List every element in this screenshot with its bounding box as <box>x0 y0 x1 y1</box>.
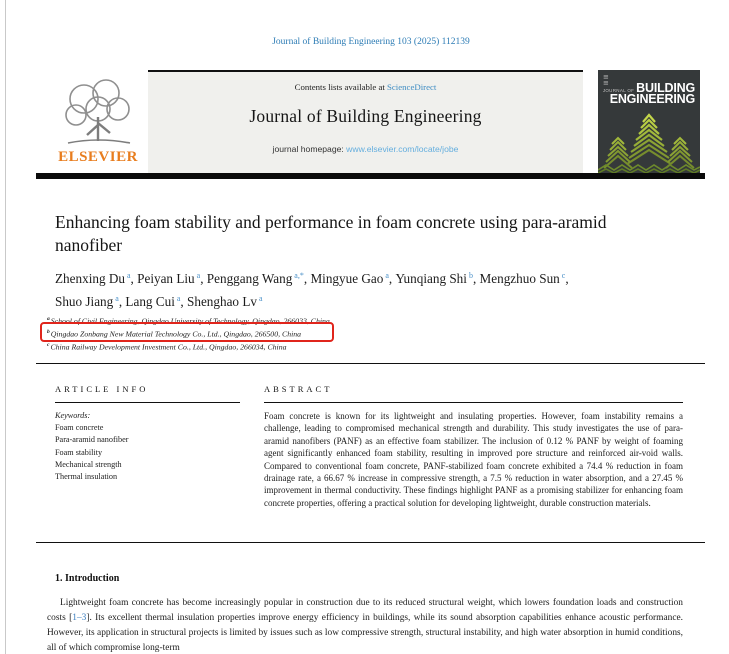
author-name: Peiyan Liu <box>137 271 195 287</box>
cover-titles <box>602 83 695 105</box>
abstract-rule <box>264 402 683 403</box>
affiliation-c <box>47 340 607 353</box>
journal-title: Journal of Building Engineering <box>249 106 482 126</box>
introduction-paragraph <box>47 596 683 654</box>
author-affiliation-sup[interactable]: a,* <box>294 271 304 280</box>
contents-line <box>148 82 583 92</box>
author-name: Lang Cui <box>125 294 175 310</box>
keyword-item: Para-aramid nanofiber <box>55 435 129 445</box>
section-rule-bottom <box>36 542 705 543</box>
affiliation-sup: c <box>47 342 50 349</box>
journal-cover-thumbnail[interactable] <box>598 70 700 173</box>
author-name: Penggang Wang <box>206 271 293 287</box>
author-affiliation-sup[interactable]: a <box>196 271 201 280</box>
author <box>55 271 137 286</box>
keyword-item: Mechanical strength <box>55 459 122 469</box>
intro-text-before-citation: Lightweight foam concrete has become increasingly popular in construction due to its reduced structural weight, which lowers foundation loads and construction costs [ <box>47 598 683 623</box>
article-info-heading: ARTICLE INFO <box>55 384 149 394</box>
affiliation-text: Qingdao Zonbang New Material Technology Co., Ltd., Qingdao, 266500, China <box>50 329 302 339</box>
cover-kicker: JOURNAL OF <box>602 88 635 93</box>
homepage-line <box>148 144 583 154</box>
author-affiliation-sup[interactable]: a <box>258 293 263 303</box>
abstract-text: Foam concrete is known for its lightweight and insulating properties. However, foam instability remains a challenge, leading to compromised mechanical strength and durability. This study investigates the use of para-aramid nanofibers (PANF) as an effective foam stabilizer. The inclusion of 0.12 % PANF by weight of foaming agent significantly enhanced foam stability, resulting in improved pore structure and reinforced air-void walls. Compared to conventional foam concrete, PANF-stabilized foam concrete exhibited a 74.4 % reduction in foam drainage rate, a 66.67 % increase in compressive strength, a 7.5 % reduction in water absorption, and a 27.45 % improvement in thermal conductivity. These findings highlight PANF as a promising stabilizer for enhancing foam concrete properties, offering a practical solution for developing lightweight, durable construction materials. <box>264 411 683 508</box>
author <box>137 271 207 286</box>
cover-elsevier-mark-icon: ≡ ≡ <box>603 73 609 87</box>
author-name: Shuo Jiang <box>55 294 114 310</box>
citation-link-1-3[interactable]: 1–3 <box>72 613 87 623</box>
homepage-link[interactable]: www.elsevier.com/locate/jobe <box>346 144 459 154</box>
header-black-bar <box>36 173 705 179</box>
affiliation-sup: b <box>47 329 50 336</box>
author <box>207 271 311 286</box>
highlight-red-box <box>40 322 334 342</box>
section-rule-top <box>36 363 705 364</box>
article-info-rule <box>55 402 240 403</box>
article-title: Enhancing foam stability and performance in foam concrete using para-aramid nanofiber <box>55 212 607 255</box>
elsevier-wordmark: ELSEVIER <box>58 149 138 165</box>
affiliation-sup: a <box>47 316 50 322</box>
keywords-label: Keywords: <box>55 411 91 420</box>
sciencedirect-link[interactable]: ScienceDirect <box>387 82 437 92</box>
keyword-item: Foam concrete <box>55 423 104 433</box>
affiliation-text: School of Civil Engineering, Qingdao University of Technology, Qingdao, 266033, China <box>50 316 330 326</box>
cover-title-line2: ENGINEERING <box>609 92 695 106</box>
elsevier-logo[interactable] <box>48 73 148 173</box>
author-name: Zhenxing Du <box>55 271 125 287</box>
author-list <box>55 266 585 312</box>
author <box>187 294 263 309</box>
elsevier-tree-icon <box>54 73 142 151</box>
keywords-block <box>55 410 240 483</box>
author <box>396 271 480 286</box>
keyword-item: Foam stability <box>55 447 103 457</box>
introduction-heading: 1. Introduction <box>55 573 120 584</box>
author-affiliation-sup[interactable]: a <box>176 293 181 303</box>
author-name: Mengzhuo Sun <box>479 271 560 287</box>
author <box>125 294 187 309</box>
author <box>55 294 125 309</box>
author-affiliation-sup[interactable]: a <box>126 271 131 280</box>
author-name: Shenghao Lv <box>187 294 257 310</box>
author-affiliation-sup[interactable]: a <box>115 293 119 303</box>
journal-header-banner <box>148 72 583 173</box>
homepage-prefix: journal homepage: <box>272 144 347 154</box>
author-affiliation-sup[interactable]: b <box>468 271 473 280</box>
abstract-heading: ABSTRACT <box>264 384 333 394</box>
author-name: Yunqiang Shi <box>395 271 467 287</box>
contents-prefix: Contents lists available at <box>294 82 387 92</box>
affiliation-text: China Railway Development Investment Co., Ltd., Qingdao, 266034, China <box>50 342 287 352</box>
keyword-item: Thermal insulation <box>55 472 118 482</box>
author-name: Mingyue Gao <box>310 271 384 287</box>
pdf-page-edge <box>5 0 6 654</box>
journal-citation: Journal of Building Engineering 103 (2025) 112139 <box>272 37 470 47</box>
author <box>480 271 569 286</box>
cover-title-line1: BUILDING <box>636 81 695 95</box>
intro-text-after-citation: ]. Its excellent thermal insulation properties improve energy efficiency in buildings, while its sound absorption capabilities enhance acoustic performance. However, its application in structural projects is limited by issues such as low compressive strength, structural instability, and high water absorption in humid conditions, all of which compromise long-term <box>47 613 683 653</box>
author-affiliation-sup[interactable]: c <box>561 271 566 280</box>
author <box>310 271 395 286</box>
author-affiliation-sup[interactable]: a <box>385 271 389 280</box>
